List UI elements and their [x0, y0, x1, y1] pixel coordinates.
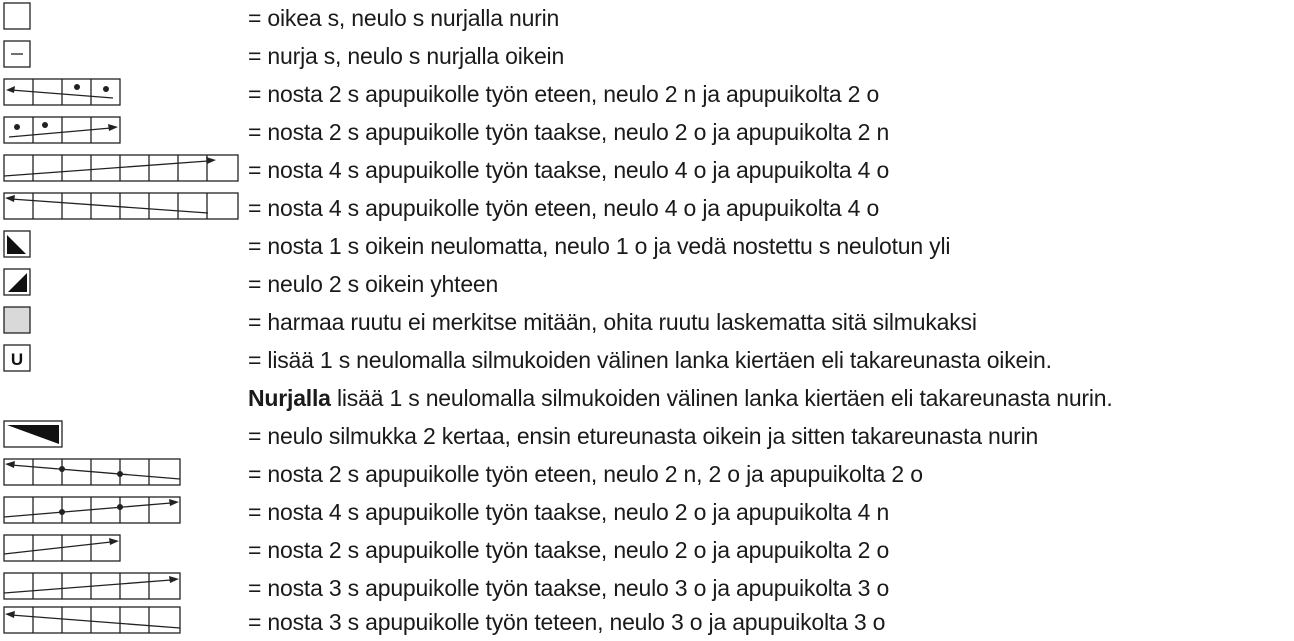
cable-left-arrow-dots-icon	[3, 78, 121, 106]
legend-text: = nosta 3 s apupuikolle työn taakse, neulo 3 o ja apupuikolta 3 o	[248, 575, 890, 601]
legend-text: = lisää 1 s neulomalla silmukoiden välinen lanka kiertäen eli takareunasta oikein.	[248, 347, 1052, 373]
legend-row-k2tog	[0, 266, 1294, 303]
cable-6-right-arrow-icon	[3, 572, 181, 600]
right-slant-decrease-icon	[3, 268, 31, 296]
legend-row-increase	[0, 342, 1294, 379]
legend-text: = neulo silmukka 2 kertaa, ensin etureunasta oikein ja sitten takareunasta nurin	[248, 423, 1039, 449]
grey-square-icon	[3, 306, 31, 334]
legend-text: = nurja s, neulo s nurjalla oikein	[248, 43, 565, 69]
legend-text: = nosta 2 s apupuikolle työn eteen, neulo 2 n ja apupuikolta 2 o	[248, 81, 880, 107]
knit-square-icon	[3, 2, 31, 30]
legend-text: = nosta 2 s apupuikolle työn taakse, neulo 2 o ja apupuikolta 2 o	[248, 537, 890, 563]
legend-text	[248, 383, 1113, 413]
left-slant-decrease-icon	[3, 230, 31, 258]
legend-text: = nosta 3 s apupuikolle työn teteen, neulo 3 o ja apupuikolta 3 o	[248, 609, 886, 635]
cable-6-left-arrow-icon	[3, 606, 181, 634]
legend-row-cable-2-back-dots	[0, 114, 1294, 151]
legend-row-cable-4-back	[0, 152, 1294, 189]
legend-text: = nosta 4 s apupuikolle työn taakse, neulo 2 o ja apupuikolta 4 n	[248, 499, 890, 525]
legend-text: = nosta 2 s apupuikolle työn taakse, neulo 2 o ja apupuikolta 2 n	[248, 119, 890, 145]
legend-row-cable-2-front-dots	[0, 76, 1294, 113]
legend-text: = nosta 4 s apupuikolle työn eteen, neulo 4 o ja apupuikolta 4 o	[248, 195, 880, 221]
legend-row-ssk	[0, 228, 1294, 265]
legend-row-cable-6-front	[0, 456, 1294, 493]
legend-row-knit	[0, 0, 1294, 37]
cable-6-left-arrow-dots-icon	[3, 458, 181, 486]
wrong-side-text: lisää 1 s neulomalla silmukoiden välinen lanka kiertäen eli takareunasta nurin.	[330, 385, 1113, 411]
legend-row-cable-4-small-back	[0, 532, 1294, 569]
legend-text: = nosta 2 s apupuikolle työn eteen, neulo 2 n, 2 o ja apupuikolta 2 o	[248, 461, 923, 487]
legend-row-wrong-side-note	[0, 380, 1294, 417]
legend-text: = oikea s, neulo s nurjalla nurin	[248, 5, 560, 31]
wedge-increase-icon	[3, 420, 63, 448]
legend-text: = harmaa ruutu ei merkitse mitään, ohita ruutu laskematta sitä silmukaksi	[248, 309, 977, 335]
svg-text:U: U	[10, 350, 24, 369]
legend-row-kfb	[0, 418, 1294, 455]
legend-text: = nosta 1 s oikein neulomatta, neulo 1 o ja vedä nostettu s neulotun yli	[248, 233, 951, 259]
cable-right-arrow-dots-icon	[3, 116, 121, 144]
legend-row-grey	[0, 304, 1294, 341]
legend-text: = neulo 2 s oikein yhteen	[248, 271, 499, 297]
cable-4-right-arrow-icon	[3, 534, 121, 562]
cable-8-left-arrow-icon	[3, 192, 239, 220]
increase-u-icon	[3, 344, 31, 372]
wrong-side-label: Nurjalla	[248, 385, 331, 411]
legend-row-cable-4-front	[0, 190, 1294, 227]
purl-dash-icon	[3, 40, 31, 68]
legend-row-purl	[0, 38, 1294, 75]
cable-8-right-arrow-icon	[3, 154, 239, 182]
cable-6-right-arrow-dots-icon	[3, 496, 181, 524]
legend-row-cable-3-front	[0, 604, 1294, 641]
legend-text: = nosta 4 s apupuikolle työn taakse, neulo 4 o ja apupuikolta 4 o	[248, 157, 890, 183]
legend-row-cable-3-back	[0, 570, 1294, 607]
legend-row-cable-6-back	[0, 494, 1294, 531]
